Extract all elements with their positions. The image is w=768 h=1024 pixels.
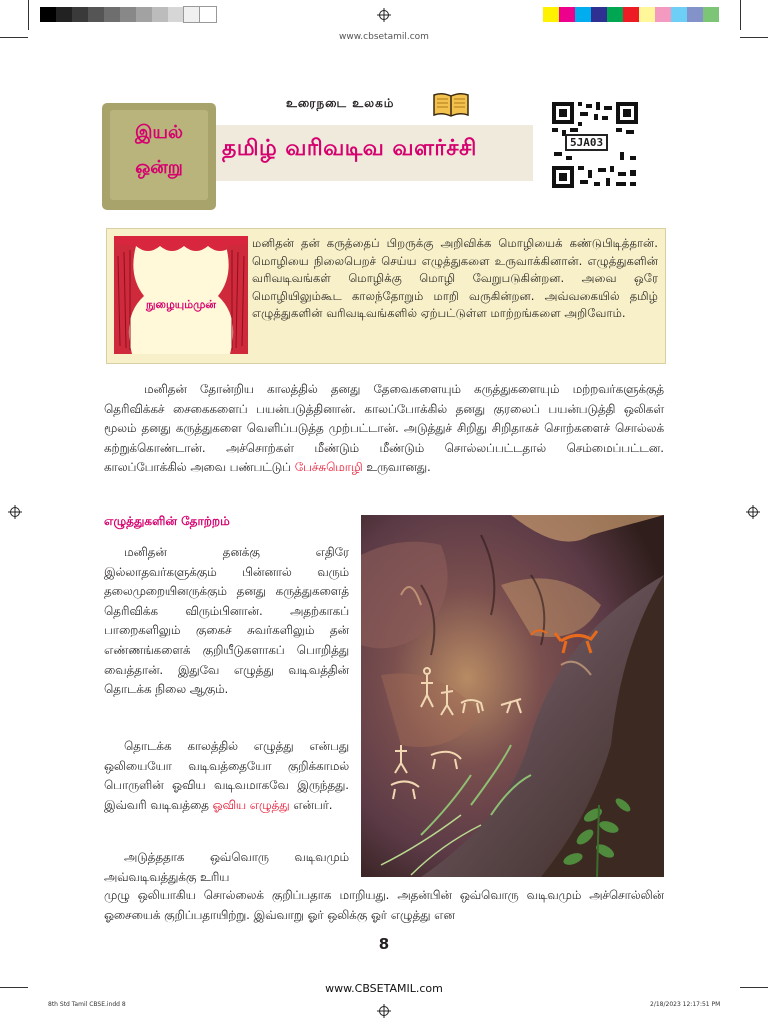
unit-label-line2: ஒன்று	[135, 157, 183, 178]
slug-file-info: 8th Std Tamil CBSE.indd 8	[48, 1001, 126, 1008]
top-website-url[interactable]: www.cbsetamil.com	[339, 32, 429, 42]
footer-website-url[interactable]: www.CBSETAMIL.com	[325, 982, 443, 995]
cave-painting-illustration	[361, 515, 664, 877]
highlight-term: பேச்சுமொழி	[294, 460, 363, 475]
stage-curtain-icon	[114, 236, 248, 354]
page-number: 8	[378, 935, 390, 953]
highlight-term: ஓவிய எழுத்து	[212, 797, 290, 812]
intro-text: மனிதன் தன் கருத்தைப் பிறருக்கு அறிவிக்க மொழியைக் கண்டுபிடித்தான். மொழியை நிலைபெறச் செய்ய எழுத்துகளை உருவாக்கினான். எழுத்துகளின் வரிவடிவங்கள் மொழிக்கு மொழி வேறுபடுகின்றன. அவை ஒரே மொழியிலும்கூட காலந்தோறும் மாறி வருகின்றன. அவ்வகையில் தமிழ் எழுத்துகளின் வரிவடிவங்களில் ஏற்பட்டுள்ள மாற்றங்களை அறிவோம்.	[252, 236, 658, 321]
registration-mark-icon	[377, 8, 391, 22]
crop-mark	[740, 0, 741, 30]
crop-mark	[28, 0, 29, 30]
registration-mark-icon	[8, 505, 22, 519]
paragraph-1-text: மனிதன் தோன்றிய காலத்தில் தனது தேவைகளையும் கருத்துகளையும் மற்றவர்களுக்குத் தெரிவிக்கச் சைகைகளைப் பயன்படுத்தினான். காலப்போக்கில் தனது குரலைப் பயன்படுத்தி ஒலிகள் மூலம் தனது கருத்துகளை வெளிப்படுத்த முற்பட்டான். அடுத்துச் சிறிது சிறிதாகச் சொற்களைச் சொல்லக் கற்றுக்கொண்டான். அச்சொற்கள் மீண்டும் மீண்டும் சொல்லப்பட்டதால் செம்மைப்பட்டன. காலப்போக்கில் அவை பண்பட்டுப்	[104, 382, 664, 475]
paragraph-3-text: தொடக்க காலத்தில் எழுத்து என்பது ஒலியையோ வடிவத்தையோ குறிக்காமல் பொருளின் ஓவிய வடிவமாகவே இருந்தது. இவ்வரி வடிவத்தை	[104, 739, 349, 812]
qr-code-label: 5JA03	[565, 134, 608, 151]
chapter-title: தமிழ் வரிவடிவ வளர்ச்சி	[222, 136, 477, 161]
paragraph-1	[104, 380, 664, 478]
grayscale-colorbar	[40, 7, 216, 22]
paragraph-4-rest: முழு ஒலியாகிய சொல்லைக் குறிப்பதாக மாறியது. அதன்பின் ஒவ்வொரு வடிவமும் அச்சொல்லின் ஓசையைக் குறிப்பதாயிற்று. இவ்வாறு ஓர் ஒலிக்கு ஓர் எழுத்து என	[104, 888, 664, 922]
paragraph-3	[104, 737, 349, 815]
paragraph-3-end: என்பர்.	[293, 797, 333, 812]
open-book-icon	[432, 91, 470, 119]
paragraph-4-start: அடுத்ததாக ஒவ்வொரு வடிவமும் அவ்வடிவத்துக்கு உரிய	[104, 850, 349, 884]
paragraph-2: மனிதன் தனக்கு எதிரே இல்லாதவர்களுக்கும் பின்னால் வரும் தலைமுறையினருக்கும் தனது கருத்துகளைத் தெரிவிக்க விரும்பினான். அதற்காகப் பாறைகளிலும் குகைச் சுவர்களிலும் தன் எண்ணங்களைக் குறியீடுகளாகப் பொறித்து வைத்தான். இதுவே எழுத்து வடிவத்தின் தொடக்க நிலை ஆகும்.	[104, 545, 349, 697]
registration-mark-icon	[746, 505, 760, 519]
unit-label-line1: இயல்	[135, 122, 183, 143]
paragraph-1-end: உருவானது.	[366, 460, 431, 475]
slug-datetime: 2/18/2023 12:17:51 PM	[650, 1001, 721, 1008]
section-label: உரைநடை உலகம்	[286, 96, 395, 110]
cmyk-colorbar	[543, 7, 719, 22]
registration-mark-icon	[377, 1004, 391, 1018]
subheading: எழுத்துகளின் தோற்றம்	[104, 514, 230, 528]
intro-label: நுழையும்முன்	[146, 298, 216, 311]
